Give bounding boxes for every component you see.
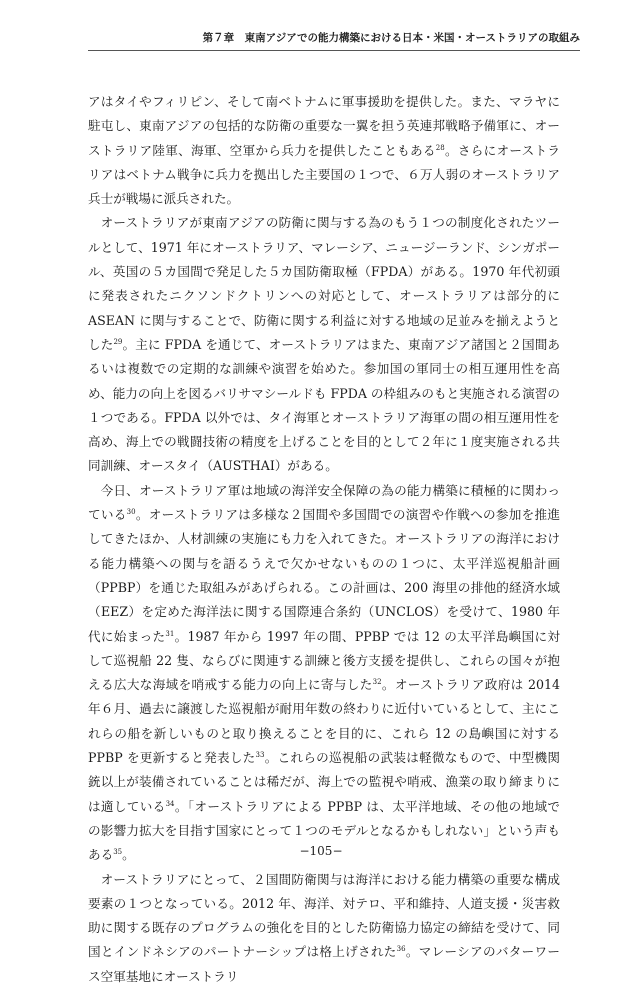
paragraph-text: 。主に FPDA を通じて、オーストラリアはまた、東南アジア諸国と２国間あるいは複数での定期的な訓練や演習を始めた。参加国の軍同士の相互運用性を高め、能力の向上を図るバリサマシールドも FPDA の枠組みのもと実施される演習の１つである。FPDA 以外では、タイ海軍とオーストラリア海軍の間の相互運用性を高め、海上での戦闘技術の精度を上げることを目的として２年に１度実施される共同訓練、オースタイ（AUSTHAI）がある。 — [88, 336, 561, 474]
paragraph-text: オーストラリアが東南アジアの防衛に関与する為のもう１つの制度化されたツールとして、1971 年にオーストラリア、マレーシア、ニュージーランド、シンガポール、英国の５カ国間で発足した５カ国防衛取極（FPDA）がある。1970 年代初頭に発表されたニクソンドクトリンへの対応として、オーストラリアは部分的に ASEAN に関与することで、防衛に関する利益に対する地域の足並みを揃えようとした — [88, 215, 560, 352]
running-header: 第７章 東南アジアでの能力構築における日本・米国・オーストラリアの取組み — [202, 32, 580, 44]
footnote-marker: 29 — [113, 337, 123, 346]
body-paragraph — [88, 479, 560, 868]
paragraph-text: 。「オーストラリアによる PPBP は、太平洋地域、その他の地域での影響力拡大を目指す国家にとって１つのモデルとなるかもしれない」という声もある — [88, 798, 560, 863]
footnote-marker: 33 — [255, 750, 265, 759]
paragraph-text: 今日、オーストラリア軍は地域の海洋安全保障の為の能力構築に積極的に関わっている — [88, 482, 560, 523]
footnote-marker: 36 — [396, 945, 406, 954]
paragraph-text: オーストラリアにとって、２国間防衛関与は海洋における能力構築の重要な構成要素の１つとなっている。2012 年、海洋、対テロ、平和維持、人道支援・災害救助に関する既存のプログラムの強化を目的とした防衛協力協定の締結を受けて、同国とインドネシアのパートナーシップは格上げされた — [88, 871, 560, 960]
body-paragraph — [88, 211, 560, 478]
paragraph-text: 。これらの巡視船の武装は軽微なもので、中型機関銃以上が装備されていることは稀だが、海上での監視や哨戒、漁業の取り締まりには適している — [88, 750, 561, 814]
paragraph-text: 。マレーシアのバターワース空軍基地にオーストラリ — [88, 944, 560, 984]
footnote-marker: 34 — [165, 799, 175, 808]
footnote-marker: 32 — [372, 677, 382, 686]
paragraph-text: アはタイやフィリピン、そして南ベトナムに軍事援助を提供した。また、マラヤに駐屯し、東南アジアの包括的な防衛の重要な一翼を担う英連邦戦略予備軍に、オーストラリア陸軍、海軍、空軍から兵力を提供したこともある — [88, 94, 560, 158]
paragraph-text: 。オーストラリア政府は 2014 年６月、過去に譲渡した巡視船が耐用年数の終わりに近付いているとして、主にこれらの船を新しいものと取り換えることを目的に、これら 12 の島嶼国に対する PPBP を更新すると発表した — [88, 677, 560, 766]
page-number: −105− — [299, 844, 343, 858]
body-paragraph — [88, 90, 560, 211]
paragraph-text: 。1987 年から 1997 年の間、PPBP では 12 の太平洋島嶼国に対して巡視船 22 隻、ならびに関連する訓練と後方支援を提供し、これらの国々が抱える広大な海域を哨戒する能力の向上に寄与した — [88, 628, 560, 693]
paragraph-text: 。 — [122, 847, 135, 863]
paragraph-text: 。さらにオーストラリアはベトナム戦争に兵力を拠出した主要国の１つで、６万人弱のオーストラリア兵士が戦場に派兵された。 — [88, 142, 560, 207]
header-rule — [88, 50, 580, 51]
footnote-marker: 30 — [126, 507, 136, 516]
footnote-marker: 31 — [165, 629, 175, 638]
footnote-marker: 28 — [435, 143, 445, 152]
paragraph-text: 。オーストラリアは多様な２国間や多国間での演習や作戦への参加を推進してきたほか、人材訓練の実施にも力を入れてきた。オーストラリアの海洋における能力構築への関与を語るうえで欠かせないものの１つに、太平洋巡視船計画（PPBP）を通じた取組みがあげられる。この計画は、200 海里の排他的経済水域（EEZ）を定めた海洋法に関する国際連合条約（UNCLOS）を受けて、1980 年代に始まった — [88, 507, 561, 644]
footnote-marker: 35 — [113, 848, 123, 857]
body-paragraph — [88, 868, 560, 989]
